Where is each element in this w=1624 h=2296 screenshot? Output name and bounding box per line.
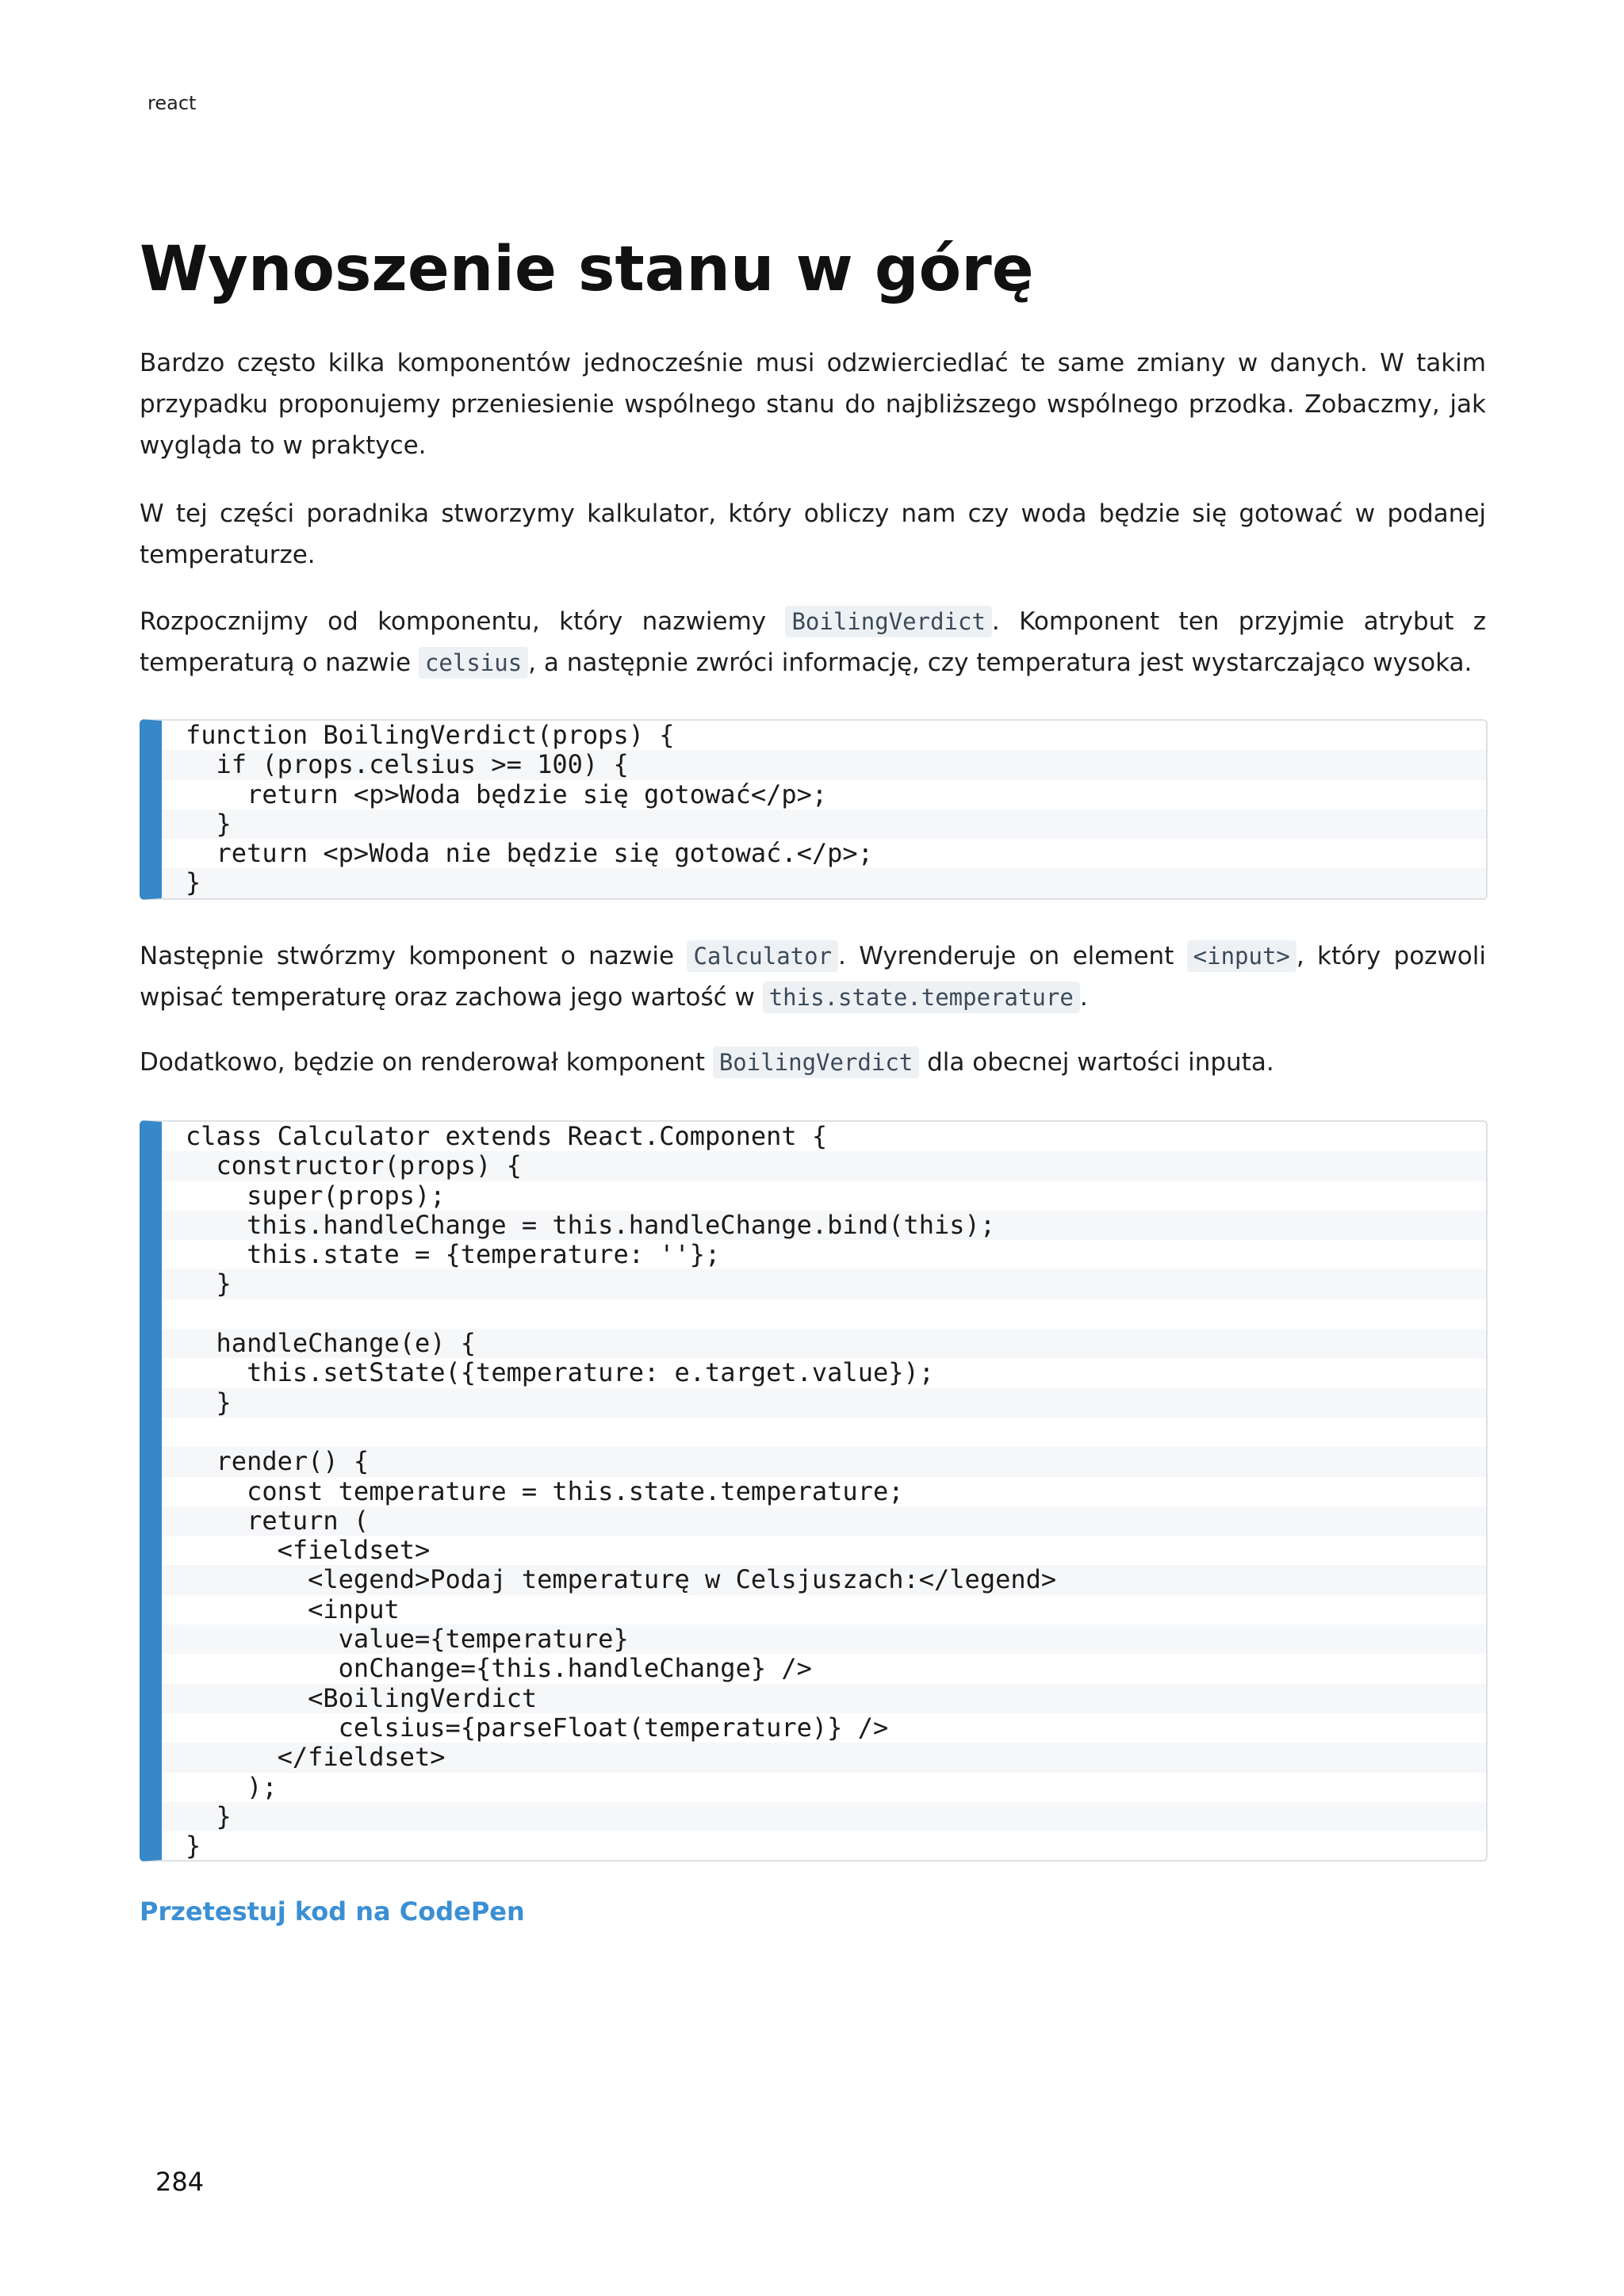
code-line: this.setState({temperature: e.target.value}); [186,1357,935,1388]
code-line: } [186,1831,201,1862]
code-line: } [162,1269,1486,1299]
code-line: super(props); [186,1180,446,1211]
page-title: Wynoszenie stanu w górę [140,234,1034,305]
code-block-boiling-verdict [140,719,1488,900]
code-line: celsius={parseFloat(temperature)} /> [186,1712,889,1743]
code-line: return <p>Woda nie będzie się gotować.</p>; [186,838,873,869]
codepen-link[interactable]: Przetestuj kod na CodePen [140,1896,525,1927]
code-line: value={temperature} [162,1624,1486,1654]
code-line: const temperature = this.state.temperature; [186,1475,904,1506]
code-line: } [162,1388,1486,1418]
inline-code-boilingverdict: BoilingVerdict [713,1047,919,1078]
code-line: <fieldset> [186,1535,431,1566]
inline-code-state-temperature: this.state.temperature [763,982,1080,1013]
inline-code-input: <input> [1187,940,1297,972]
code-line: handleChange(e) { [162,1329,1486,1358]
paragraph-boiling-verdict [140,601,1486,683]
code-line: class Calculator extends React.Component { [186,1121,828,1151]
text-fragment: Rozpocznijmy od komponentu, który nazwiemy [140,607,786,636]
text-fragment: . [1079,983,1088,1012]
text-fragment: dla obecnej wartości inputa. [919,1048,1274,1077]
inline-code-boilingverdict: BoilingVerdict [785,606,991,637]
code-line: <input [186,1594,400,1624]
text-fragment: . Wyrenderuje on element [838,942,1187,970]
code-line: function BoilingVerdict(props) { [186,720,675,750]
text-fragment: . Komponent ten przyjmie atrybut z temperaturą o nazwie [140,607,1486,677]
code-line: } [162,1802,1486,1831]
code-line: </fieldset> [162,1743,1486,1772]
code-block-calculator [140,1120,1488,1862]
code-line: onChange={this.handleChange} /> [186,1653,812,1684]
code-line: } [162,868,1486,897]
inline-code-celsius: celsius [419,647,528,679]
paragraph-intro: Bardzo często kilka komponentów jednocześnie musi odzwierciedlać te same zmiany w danych. W takim przypadku proponujemy przeniesienie wspólnego stanu do najbliższego wspólnego przodka. Zobaczmy, jak wygląda to w praktyce. [140,349,1486,460]
code-line: constructor(props) { [162,1151,1486,1181]
code-line [162,1418,1486,1447]
paragraph-calculator [140,936,1486,1018]
paragraph-render-verdict [140,1042,1486,1083]
code-line: ); [186,1771,278,1802]
text-fragment: , a następnie zwróci informację, czy temperatura jest wystarczająco wysoka. [528,649,1473,677]
text-fragment: , który pozwoli wpisać temperaturę oraz zachowa jego wartość w [140,942,1486,1012]
inline-code-calculator: Calculator [687,940,838,972]
text-fragment: Następnie stwórzmy komponent o nazwie [140,942,688,970]
code-line: return ( [162,1506,1486,1536]
code-line: this.state = {temperature: ''}; [186,1239,721,1270]
text-fragment: Dodatkowo, będzie on renderował komponent [140,1048,713,1077]
code-line: } [162,809,1486,839]
code-line: if (props.celsius >= 100) { [162,750,1486,779]
paragraph-calculator-intro: W tej części poradnika stworzymy kalkulator, który obliczy nam czy woda będzie się gotować w podanej temperaturze. [140,499,1486,569]
running-header: react [147,92,197,114]
code-line: render() { [162,1447,1486,1476]
code-line: this.handleChange = this.handleChange.bind(this); [162,1211,1486,1240]
code-line: <legend>Podaj temperaturę w Celsjuszach:</legend> [162,1565,1486,1594]
code-line: return <p>Woda będzie się gotować</p>; [186,779,828,809]
code-line [162,1299,1486,1329]
code-line: <BoilingVerdict [162,1684,1486,1713]
page-number: 284 [155,2167,205,2197]
